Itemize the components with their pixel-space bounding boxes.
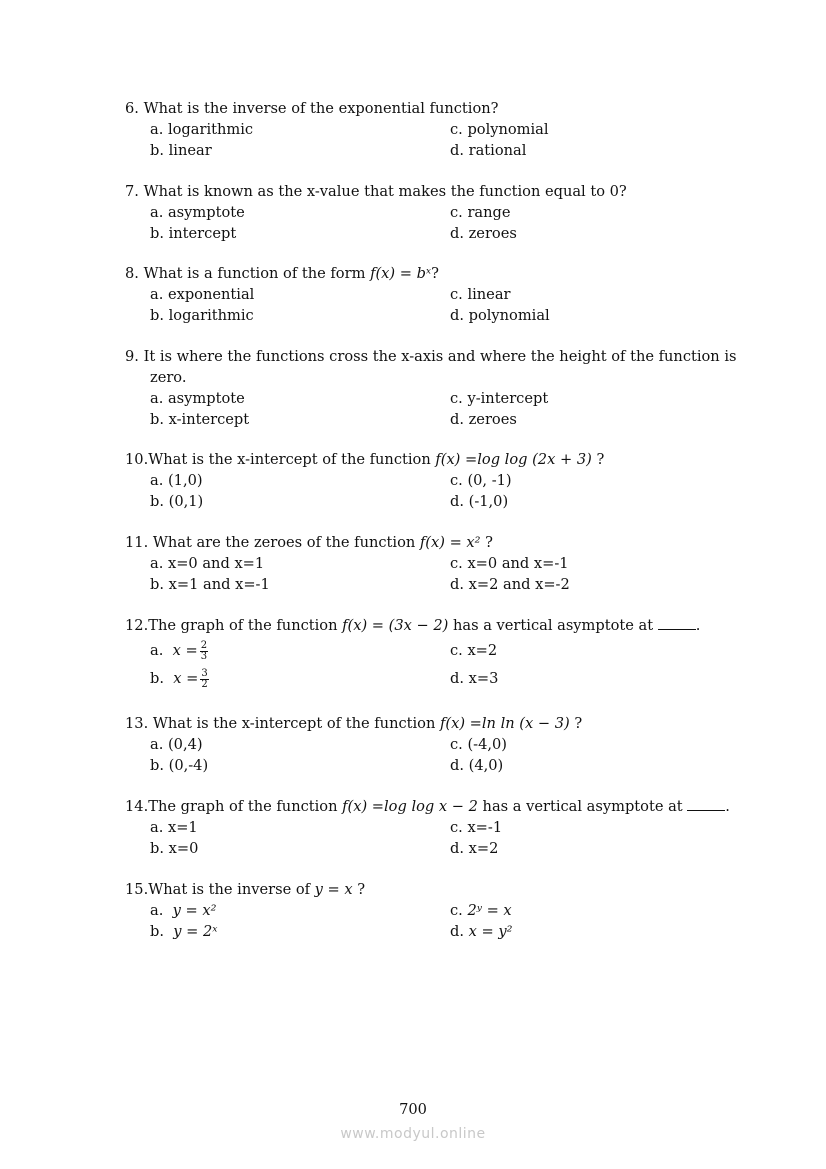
question-stem-end: ? — [352, 881, 366, 898]
question-number: 12. — [125, 617, 149, 634]
question-14: 14.The graph of the function f(x) =log log x − 2 has a vertical asymptote at . a. x=1 c. x=-1 b. x=0 d. x=2 — [125, 798, 730, 857]
option-b: b. (0,1) — [150, 493, 204, 510]
option-c: c. x=-1 — [450, 819, 503, 836]
math-expression: y = x — [314, 881, 353, 898]
option-c: c. x=0 and x=-1 — [450, 555, 569, 572]
watermark: www.modyul.online — [340, 1126, 486, 1142]
option-label: c. — [450, 902, 463, 919]
option-c: c. y-intercept — [450, 390, 549, 407]
question-stem-end: has a vertical asymptote at — [448, 617, 654, 634]
question-stem: What is known as the x-value that makes the function equal to 0? — [143, 183, 627, 200]
option-b: b. logarithmic — [150, 307, 254, 324]
option-d: d. x=2 and x=-2 — [450, 576, 570, 593]
option-d: d. polynomial — [450, 307, 550, 324]
denominator: 3 — [200, 650, 208, 662]
option-label: b. — [150, 670, 164, 687]
option-a — [150, 900, 216, 921]
math-expression: f(x) =log log (2x + 3) — [435, 451, 592, 468]
option-d: d. x=2 — [450, 840, 499, 857]
option-c: c. (0, -1) — [450, 472, 512, 489]
option-b: b. x-intercept — [150, 411, 250, 428]
option-d: d. rational — [450, 142, 527, 159]
option-b — [150, 921, 217, 942]
option-a: a. asymptote — [150, 204, 245, 221]
option-a: a. (1,0) — [150, 472, 203, 489]
option-c: c. polynomial — [450, 121, 549, 138]
question-stem-end: has a vertical asymptote at — [477, 798, 683, 815]
math-expression: x = y² — [468, 923, 513, 940]
question-stem: The graph of the function — [148, 798, 343, 815]
question-number: 7. — [125, 183, 139, 200]
option-c — [450, 900, 512, 921]
option-a: a. x=1 — [150, 819, 198, 836]
question-stem-end: ? — [431, 265, 439, 282]
question-stem: What is the inverse of — [148, 881, 315, 898]
option-c: c. (-4,0) — [450, 736, 507, 753]
option-a: a. (0,4) — [150, 736, 203, 753]
question-13 — [125, 713, 755, 776]
question-7 — [125, 181, 755, 244]
option-label: d. — [450, 923, 464, 940]
fraction — [200, 669, 208, 690]
question-stem: The graph of the function — [148, 617, 343, 634]
question-stem-continued: zero. — [150, 369, 187, 386]
page-number: 700 — [399, 1101, 427, 1118]
question-number: 8. — [125, 265, 139, 282]
option-b — [150, 668, 209, 690]
numerator: 2 — [200, 639, 208, 651]
question-number: 15. — [125, 881, 149, 898]
question-stem: What are the zeroes of the function — [148, 534, 420, 551]
option-b: b. x=0 — [150, 840, 199, 857]
option-d: d. (-1,0) — [450, 493, 509, 510]
option-c: c. range — [450, 204, 511, 221]
option-label: a. — [150, 902, 164, 919]
math-expression: f(x) = bˣ — [370, 265, 432, 282]
option-b: b. x=1 and x=-1 — [150, 576, 270, 593]
option-d: d. (4,0) — [450, 757, 504, 774]
denominator: 2 — [201, 678, 208, 690]
option-label: b. — [150, 923, 164, 940]
question-10 — [125, 449, 755, 512]
question-number: 9. — [125, 348, 139, 365]
question-stem-end: ? — [480, 534, 493, 551]
numerator: 3 — [201, 667, 208, 679]
question-number: 13. — [125, 715, 149, 732]
math-expression: f(x) =ln ln (x − 3) — [440, 715, 570, 732]
option-c: c. x=2 — [450, 642, 498, 659]
option-a: a. exponential — [150, 286, 255, 303]
question-stem: What is a function of the form — [143, 265, 371, 282]
answer-blank — [687, 798, 725, 811]
option-label: a. — [150, 642, 164, 659]
option-b: b. intercept — [150, 225, 237, 242]
math-expression: 2ʸ = x — [467, 902, 512, 919]
option-b: b. linear — [150, 142, 212, 159]
question-stem: What is the x-intercept of the function — [148, 451, 436, 468]
option-a: a. asymptote — [150, 390, 245, 407]
math-expression: x = — [173, 670, 199, 687]
question-stem-end: ? — [569, 715, 583, 732]
question-number: 6. — [125, 100, 139, 117]
answer-blank — [658, 617, 696, 630]
option-d — [450, 921, 512, 942]
question-number: 14. — [125, 798, 149, 815]
option-a — [150, 640, 208, 662]
question-stem: What is the inverse of the exponential function? — [143, 100, 499, 117]
fraction — [200, 641, 208, 662]
question-8 — [125, 263, 755, 326]
question-stem-end: ? — [591, 451, 605, 468]
math-expression: f(x) = x² — [419, 534, 481, 551]
question-12: 12.The graph of the function f(x) = (3x − 2) has a vertical asymptote at . a. x = $\frac{2}{3}$ c. x=2 b. x = $\frac{3}{2}$ d. x=3 — [125, 617, 701, 690]
question-stem: What is the x-intercept of the function — [148, 715, 440, 732]
question-9 — [125, 346, 755, 430]
option-d: d. zeroes — [450, 411, 517, 428]
math-expression: y = 2ˣ — [173, 923, 218, 940]
math-expression: f(x) =log log x − 2 — [342, 798, 478, 815]
option-c: c. linear — [450, 286, 511, 303]
option-a: a. x=0 and x=1 — [150, 555, 265, 572]
question-number: 11. — [125, 534, 149, 551]
question-11 — [125, 532, 755, 595]
math-expression: y = x² — [172, 902, 217, 919]
question-number: 10. — [125, 451, 149, 468]
option-d: d. zeroes — [450, 225, 517, 242]
option-a: a. logarithmic — [150, 121, 254, 138]
question-6 — [125, 98, 755, 161]
question-15 — [125, 879, 755, 942]
question-stem: It is where the functions cross the x-axis and where the height of the function is — [143, 348, 737, 365]
option-b: b. (0,-4) — [150, 757, 209, 774]
option-d: d. x=3 — [450, 670, 499, 687]
math-expression: x = — [172, 642, 198, 659]
math-expression: f(x) = (3x − 2) — [342, 617, 449, 634]
